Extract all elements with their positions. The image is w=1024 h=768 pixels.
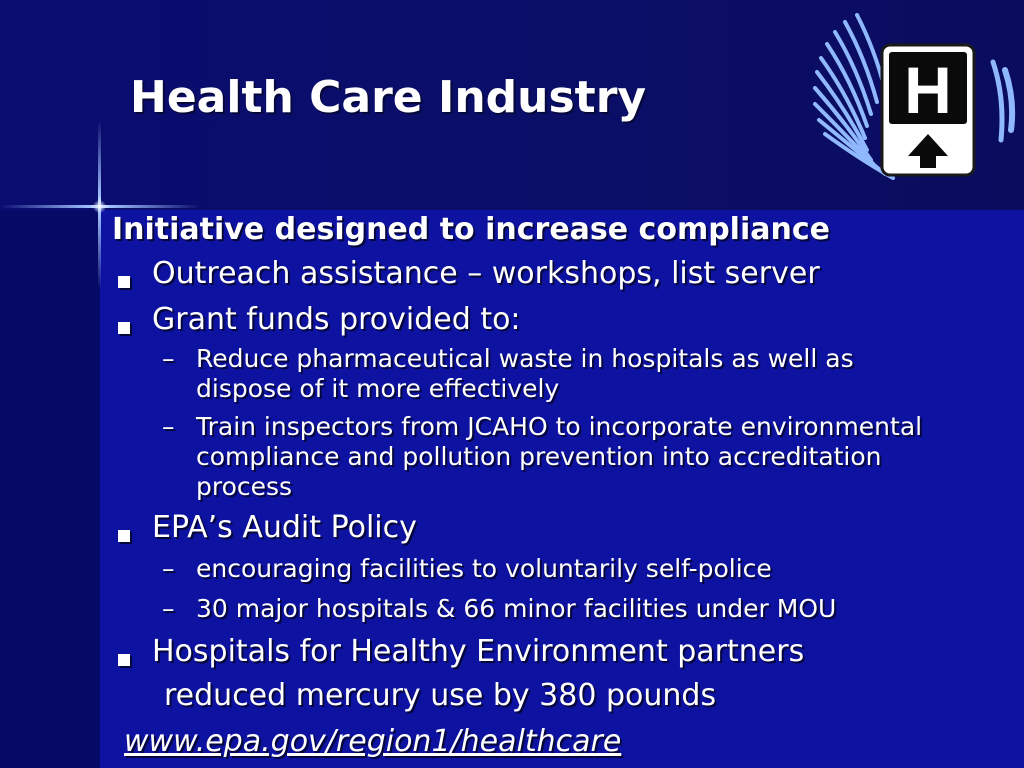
dash-icon: – bbox=[162, 594, 175, 623]
intro-heading: Initiative designed to increase compliance bbox=[112, 212, 830, 247]
left-band bbox=[0, 210, 100, 768]
dash-icon: – bbox=[162, 344, 175, 373]
subitem-pharma-waste-2: dispose of it more effectively bbox=[196, 374, 560, 403]
light-flare-core bbox=[93, 200, 106, 213]
subitem-jcaho-2: compliance and pollution prevention into accreditation bbox=[196, 442, 882, 471]
bullet-square-icon bbox=[118, 530, 130, 542]
bullet-outreach: Outreach assistance – workshops, list server bbox=[152, 256, 820, 291]
subitem-jcaho-1: Train inspectors from JCAHO to incorporate environmental bbox=[196, 412, 923, 441]
bullet-h2e-continuation: reduced mercury use by 380 pounds bbox=[164, 678, 717, 713]
epa-healthcare-link[interactable]: www.epa.gov/region1/healthcare bbox=[124, 724, 622, 759]
hospital-sign-letter: H bbox=[904, 53, 952, 127]
bullet-square-icon bbox=[118, 276, 130, 288]
bullet-square-icon bbox=[118, 322, 130, 334]
bullet-square-icon bbox=[118, 654, 130, 666]
dash-icon: – bbox=[162, 412, 175, 441]
dash-icon: – bbox=[162, 554, 175, 583]
hospital-sign-icon bbox=[805, 10, 1020, 200]
subitem-pharma-waste-1: Reduce pharmaceutical waste in hospitals as well as bbox=[196, 344, 854, 373]
bullet-audit-policy: EPA’s Audit Policy bbox=[152, 510, 417, 545]
bullet-grant-funds: Grant funds provided to: bbox=[152, 302, 521, 337]
subitem-self-police: encouraging facilities to voluntarily self-police bbox=[196, 554, 772, 583]
subitem-hospitals-mou: 30 major hospitals & 66 minor facilities under MOU bbox=[196, 594, 837, 623]
subitem-jcaho-3: process bbox=[196, 472, 293, 501]
slide-title: Health Care Industry bbox=[130, 72, 647, 123]
bullet-h2e-partners: Hospitals for Healthy Environment partners bbox=[152, 634, 805, 669]
